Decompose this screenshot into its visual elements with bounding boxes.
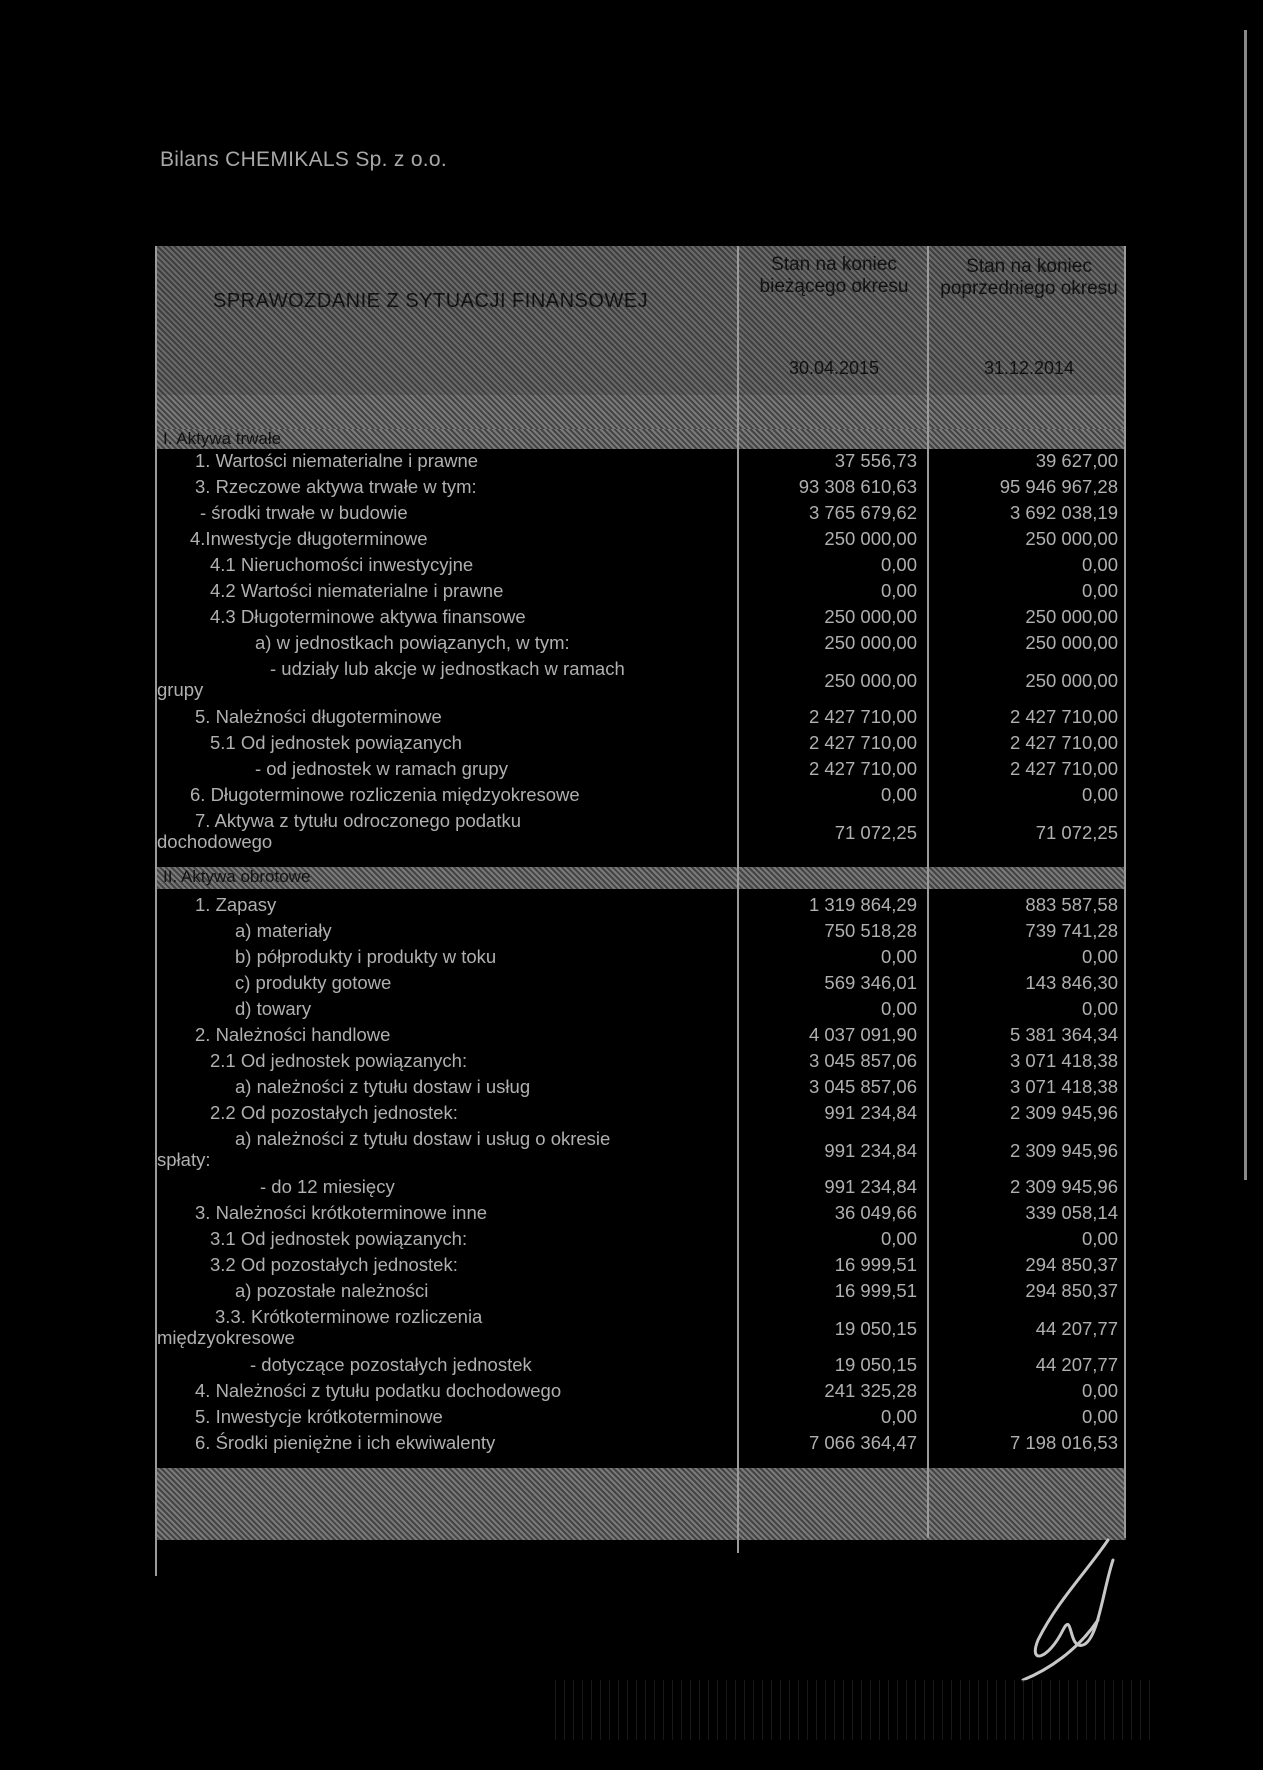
row-label bbox=[155, 1076, 730, 1097]
value-previous-period: 39 627,00 bbox=[1035, 450, 1118, 471]
row-label-text: 3. Należności krótkoterminowe inne bbox=[195, 1202, 488, 1223]
row-label-text: 4.2 Wartości niematerialne i prawne bbox=[210, 580, 504, 601]
value-previous-period: 250 000,00 bbox=[1025, 606, 1118, 627]
row-label bbox=[155, 1380, 730, 1401]
value-current-period: 1 319 864,29 bbox=[808, 894, 917, 915]
row-label-text: 6. Środki pieniężne i ich ekwiwalenty bbox=[195, 1432, 496, 1453]
row-label-text: - do 12 miesięcy bbox=[260, 1176, 395, 1197]
table-row bbox=[155, 1280, 1126, 1304]
row-label bbox=[155, 450, 730, 471]
value-previous-period: 2 309 945,96 bbox=[1009, 1140, 1118, 1161]
value-current-period: 19 050,15 bbox=[834, 1354, 917, 1375]
row-label bbox=[155, 732, 730, 753]
row-label-text: 5. Inwestycje krótkoterminowe bbox=[195, 1406, 443, 1427]
value-previous-period: 883 587,58 bbox=[1025, 894, 1118, 915]
table-row bbox=[155, 706, 1126, 730]
table-row bbox=[155, 894, 1126, 918]
section-band-fixed-assets bbox=[155, 429, 1126, 449]
value-current-period: 0,00 bbox=[880, 554, 917, 575]
value-current-period: 250 000,00 bbox=[824, 632, 917, 653]
value-current-period: 16 999,51 bbox=[834, 1280, 917, 1301]
row-label bbox=[155, 706, 730, 727]
table-row bbox=[155, 1128, 1126, 1174]
table-row bbox=[155, 758, 1126, 782]
row-label-continuation: dochodowego bbox=[157, 831, 273, 852]
value-current-period: 2 427 710,00 bbox=[808, 732, 917, 753]
table-row bbox=[155, 1050, 1126, 1074]
row-label-text: - dotyczące pozostałych jednostek bbox=[250, 1354, 532, 1375]
table-row bbox=[155, 1176, 1126, 1200]
value-previous-period: 294 850,37 bbox=[1025, 1280, 1118, 1301]
value-previous-period: 0,00 bbox=[1081, 1406, 1118, 1427]
value-previous-period: 0,00 bbox=[1081, 998, 1118, 1019]
value-previous-period: 250 000,00 bbox=[1025, 670, 1118, 691]
row-label-continuation: grupy bbox=[157, 679, 204, 700]
value-previous-period: 339 058,14 bbox=[1025, 1202, 1118, 1223]
column-divider-2 bbox=[927, 246, 929, 1538]
row-label-text: 3.1 Od jednostek powiązanych: bbox=[210, 1228, 468, 1249]
row-label bbox=[155, 1128, 730, 1170]
value-previous-period: 2 427 710,00 bbox=[1009, 758, 1118, 779]
row-label bbox=[155, 758, 730, 779]
row-label bbox=[155, 1102, 730, 1123]
column-previous-period-label: Stan na koniec poprzedniego okresu bbox=[940, 256, 1118, 299]
table-row bbox=[155, 1354, 1126, 1378]
table-row bbox=[155, 606, 1126, 630]
section-band-bottom bbox=[155, 1468, 1126, 1540]
table-row bbox=[155, 784, 1126, 808]
row-label-text: - środki trwałe w budowie bbox=[200, 502, 408, 523]
value-current-period: 991 234,84 bbox=[824, 1102, 917, 1123]
balance-sheet-table bbox=[155, 246, 1125, 1538]
row-label bbox=[155, 606, 730, 627]
column-divider-1 bbox=[737, 246, 739, 1553]
section-band-current-assets bbox=[155, 867, 1126, 889]
value-previous-period: 250 000,00 bbox=[1025, 528, 1118, 549]
table-row bbox=[155, 946, 1126, 970]
column-current-period-date: 30.04.2015 bbox=[788, 358, 880, 378]
row-label bbox=[155, 1432, 730, 1453]
value-current-period: 991 234,84 bbox=[824, 1176, 917, 1197]
row-label bbox=[155, 502, 730, 523]
row-label bbox=[155, 1176, 730, 1197]
value-previous-period: 0,00 bbox=[1081, 554, 1118, 575]
value-previous-period: 3 071 418,38 bbox=[1009, 1076, 1118, 1097]
value-current-period: 37 556,73 bbox=[834, 450, 917, 471]
value-current-period: 0,00 bbox=[880, 1406, 917, 1427]
row-label-text: - udziały lub akcje w jednostkach w ramach bbox=[270, 658, 625, 679]
row-label-text: 4. Należności z tytułu podatku dochodowego bbox=[195, 1380, 562, 1401]
table-row bbox=[155, 998, 1126, 1022]
value-current-period: 3 045 857,06 bbox=[808, 1050, 917, 1071]
column-divider-right bbox=[1124, 246, 1126, 1538]
value-previous-period: 3 071 418,38 bbox=[1009, 1050, 1118, 1071]
value-current-period: 7 066 364,47 bbox=[808, 1432, 917, 1453]
value-previous-period: 7 198 016,53 bbox=[1009, 1432, 1118, 1453]
row-label-text: a) należności z tytułu dostaw i usług o okresie bbox=[235, 1128, 611, 1149]
value-current-period: 4 037 091,90 bbox=[808, 1024, 917, 1045]
row-label-text: 3.2 Od pozostałych jednostek: bbox=[210, 1254, 458, 1275]
value-current-period: 241 325,28 bbox=[824, 1380, 917, 1401]
value-previous-period: 2 427 710,00 bbox=[1009, 732, 1118, 753]
table-row bbox=[155, 554, 1126, 578]
table-row bbox=[155, 920, 1126, 944]
row-label-text: 5. Należności długoterminowe bbox=[195, 706, 442, 727]
row-label bbox=[155, 1354, 730, 1375]
value-current-period: 0,00 bbox=[880, 946, 917, 967]
value-current-period: 2 427 710,00 bbox=[808, 706, 917, 727]
column-divider-left bbox=[155, 246, 157, 1576]
table-title: SPRAWOZDANIE Z SYTUACJI FINANSOWEJ bbox=[213, 290, 649, 312]
row-label bbox=[155, 894, 730, 915]
value-current-period: 16 999,51 bbox=[834, 1254, 917, 1275]
row-label-text: 3.3. Krótkoterminowe rozliczenia bbox=[215, 1306, 483, 1327]
table-row bbox=[155, 1406, 1126, 1430]
table-row bbox=[155, 450, 1126, 474]
row-label bbox=[155, 920, 730, 941]
row-label bbox=[155, 972, 730, 993]
value-previous-period: 294 850,37 bbox=[1025, 1254, 1118, 1275]
scan-edge-line bbox=[1244, 30, 1247, 1180]
row-label bbox=[155, 528, 730, 549]
row-label-continuation: spłaty: bbox=[157, 1149, 211, 1170]
row-label bbox=[155, 658, 730, 700]
value-previous-period: 3 692 038,19 bbox=[1009, 502, 1118, 523]
table-row bbox=[155, 1202, 1126, 1226]
row-label-continuation: międzyokresowe bbox=[157, 1327, 295, 1348]
value-current-period: 991 234,84 bbox=[824, 1140, 917, 1161]
row-label-text: 2.1 Od jednostek powiązanych: bbox=[210, 1050, 468, 1071]
row-label-text: 2. Należności handlowe bbox=[195, 1024, 391, 1045]
row-label-text: b) półprodukty i produkty w toku bbox=[235, 946, 497, 967]
value-previous-period: 250 000,00 bbox=[1025, 632, 1118, 653]
value-previous-period: 0,00 bbox=[1081, 580, 1118, 601]
value-previous-period: 44 207,77 bbox=[1035, 1318, 1118, 1339]
section-band-top bbox=[155, 395, 1126, 429]
row-label-text: 1. Wartości niematerialne i prawne bbox=[195, 450, 479, 471]
table-row bbox=[155, 1024, 1126, 1048]
value-previous-period: 739 741,28 bbox=[1025, 920, 1118, 941]
current-assets-heading: II. Aktywa obrotowe bbox=[163, 867, 311, 886]
table-row bbox=[155, 1254, 1126, 1278]
row-label bbox=[155, 998, 730, 1019]
value-current-period: 2 427 710,00 bbox=[808, 758, 917, 779]
value-current-period: 0,00 bbox=[880, 784, 917, 805]
value-current-period: 250 000,00 bbox=[824, 528, 917, 549]
row-label-text: 1. Zapasy bbox=[195, 894, 277, 915]
row-label-text: 7. Aktywa z tytułu odroczonego podatku bbox=[195, 810, 522, 831]
value-previous-period: 0,00 bbox=[1081, 1380, 1118, 1401]
table-row bbox=[155, 632, 1126, 656]
value-current-period: 250 000,00 bbox=[824, 606, 917, 627]
row-label-text: c) produkty gotowe bbox=[235, 972, 392, 993]
table-row bbox=[155, 972, 1126, 996]
row-label-text: a) pozostałe należności bbox=[235, 1280, 429, 1301]
value-current-period: 0,00 bbox=[880, 580, 917, 601]
column-current-period-label: Stan na koniec bieżącego okresu bbox=[759, 254, 909, 297]
value-previous-period: 5 381 364,34 bbox=[1009, 1024, 1118, 1045]
value-previous-period: 71 072,25 bbox=[1035, 822, 1118, 843]
table-row bbox=[155, 1102, 1126, 1126]
row-label bbox=[155, 1024, 730, 1045]
table-row bbox=[155, 1432, 1126, 1456]
table-row bbox=[155, 1228, 1126, 1252]
row-label bbox=[155, 1280, 730, 1301]
value-current-period: 250 000,00 bbox=[824, 670, 917, 691]
table-row bbox=[155, 528, 1126, 552]
handwritten-signature bbox=[1008, 1530, 1128, 1690]
table-row bbox=[155, 1380, 1126, 1404]
row-label bbox=[155, 1306, 730, 1348]
table-header bbox=[155, 246, 1126, 395]
row-label-text: - od jednostek w ramach grupy bbox=[255, 758, 508, 779]
value-previous-period: 2 309 945,96 bbox=[1009, 1176, 1118, 1197]
value-current-period: 36 049,66 bbox=[834, 1202, 917, 1223]
value-current-period: 71 072,25 bbox=[834, 822, 917, 843]
value-previous-period: 95 946 967,28 bbox=[999, 476, 1118, 497]
row-label-text: a) materiały bbox=[235, 920, 332, 941]
value-previous-period: 44 207,77 bbox=[1035, 1354, 1118, 1375]
value-current-period: 93 308 610,63 bbox=[798, 476, 917, 497]
value-previous-period: 0,00 bbox=[1081, 1228, 1118, 1249]
table-row bbox=[155, 476, 1126, 500]
value-previous-period: 0,00 bbox=[1081, 946, 1118, 967]
row-label bbox=[155, 632, 730, 653]
row-label bbox=[155, 1202, 730, 1223]
row-label-text: 4.Inwestycje długoterminowe bbox=[190, 528, 428, 549]
scan-noise bbox=[555, 1680, 1155, 1740]
row-label bbox=[155, 946, 730, 967]
row-label-text: 5.1 Od jednostek powiązanych bbox=[210, 732, 462, 753]
row-label bbox=[155, 1254, 730, 1275]
row-label-text: a) należności z tytułu dostaw i usług bbox=[235, 1076, 531, 1097]
row-label-text: 4.3 Długoterminowe aktywa finansowe bbox=[210, 606, 526, 627]
value-current-period: 0,00 bbox=[880, 1228, 917, 1249]
value-previous-period: 2 427 710,00 bbox=[1009, 706, 1118, 727]
row-label bbox=[155, 476, 730, 497]
fixed-assets-heading: I. Aktywa trwałe bbox=[163, 429, 282, 448]
document-title: Bilans CHEMIKALS Sp. z o.o. bbox=[160, 148, 448, 171]
row-label bbox=[155, 1228, 730, 1249]
table-row bbox=[155, 1306, 1126, 1352]
value-current-period: 19 050,15 bbox=[834, 1318, 917, 1339]
table-row bbox=[155, 810, 1126, 856]
column-previous-period-date: 31.12.2014 bbox=[983, 358, 1075, 378]
value-current-period: 569 346,01 bbox=[824, 972, 917, 993]
table-row bbox=[155, 580, 1126, 604]
row-label-text: 2.2 Od pozostałych jednostek: bbox=[210, 1102, 458, 1123]
value-previous-period: 0,00 bbox=[1081, 784, 1118, 805]
value-previous-period: 143 846,30 bbox=[1025, 972, 1118, 993]
row-label-text: d) towary bbox=[235, 998, 312, 1019]
row-label bbox=[155, 1050, 730, 1071]
value-current-period: 3 765 679,62 bbox=[808, 502, 917, 523]
table-row bbox=[155, 732, 1126, 756]
row-label bbox=[155, 784, 730, 805]
value-current-period: 0,00 bbox=[880, 998, 917, 1019]
value-current-period: 750 518,28 bbox=[824, 920, 917, 941]
value-previous-period: 2 309 945,96 bbox=[1009, 1102, 1118, 1123]
value-current-period: 3 045 857,06 bbox=[808, 1076, 917, 1097]
row-label bbox=[155, 810, 730, 852]
table-row bbox=[155, 502, 1126, 526]
row-label bbox=[155, 580, 730, 601]
table-row bbox=[155, 1076, 1126, 1100]
row-label-text: a) w jednostkach powiązanych, w tym: bbox=[255, 632, 570, 653]
table-row bbox=[155, 658, 1126, 704]
row-label bbox=[155, 554, 730, 575]
row-label-text: 6. Długoterminowe rozliczenia międzyokresowe bbox=[190, 784, 580, 805]
row-label-text: 4.1 Nieruchomości inwestycyjne bbox=[210, 554, 474, 575]
row-label bbox=[155, 1406, 730, 1427]
row-label-text: 3. Rzeczowe aktywa trwałe w tym: bbox=[195, 476, 477, 497]
